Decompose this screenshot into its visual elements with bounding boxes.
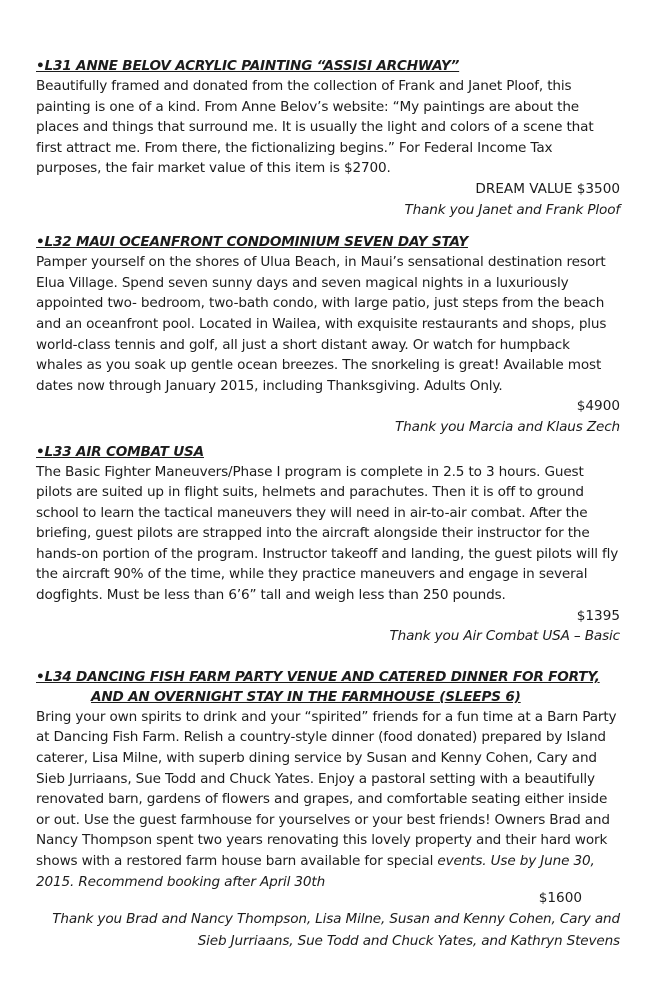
item-description-tail: events. Use by June 30, 2015. Recommend booking after April 30th [36,853,595,890]
item-title: •L33 AIR COMBAT USA [36,443,204,460]
item-thanks-line-1: Thank you Brad and Nancy Thompson, Lisa Milne, Susan and Kenny Cohen, Cary and [52,911,620,928]
item-value: $4900 [576,398,620,415]
item-description [36,707,620,892]
item-description: Beautifully framed and donated from the collection of Frank and Janet Ploof, this painting is one of a kind. From Anne Belov’s website: “My paintings are about the places and things that surround me. It is usually the light and colors of a scene that first attract me. From there, the fictionalizing begins.” For Federal Income Tax purposes, the fair market value of this item is $2700. [36,78,594,177]
auction-item-l33 [36,442,620,647]
item-description: Pamper yourself on the shores of Ulua Beach, in Maui’s sensational destination resort Elua Village. Spend seven sunny days and seven magical nights in a luxuriously appointed two- bedroom, two-bath condo, with large patio, just steps from the beach and an oceanfront pool. Located in Wailea, with exquisite restaurants and shops, plus world-class tennis and golf, all just a short distant away. Or watch for humpback whales as you soak up gentle ocean breezes. The snorkeling is great! Available most dates now through January 2015, including Thanksgiving. Adults Only. [36,254,607,394]
spacer [36,647,620,667]
item-title: •L31 ANNE BELOV ACRYLIC PAINTING “ASSISI ARCHWAY” [36,58,460,74]
item-thanks: Thank you Air Combat USA – Basic [389,628,620,645]
item-title: •L32 MAUI OCEANFRONT CONDOMINIUM SEVEN DAY STAY [36,234,468,251]
item-title-line-1: •L34 DANCING FISH FARM PARTY VENUE AND CATERED DINNER FOR FORTY, [36,668,600,685]
item-description-text: Bring your own spirits to drink and your “spirited” friends for a fun time at a Barn Party at Dancing Fish Farm. Relish a country-style dinner (food donated) prepared by Island caterer, Lisa Milne, with superb dining service by Susan and Kenny Cohen, Cary and Sieb Jurriaans, Sue Todd and Chuck Yates. Enjoy a pastoral setting with a beautifully renovated barn, gardens of flowers and grapes, and comfortable seating either inside or out. Use the guest farmhouse for yourselves or your best friends! Owners Brad and Nancy Thompson spent two years renovating this lovely property and their hard work shows with a restored farm house barn available for special [36,708,617,869]
item-thanks-line-2: Sieb Jurriaans, Sue Todd and Chuck Yates, and Kathryn Stevens [197,933,620,950]
auction-item-l34 [36,667,620,952]
item-value: $1600 [538,890,582,907]
item-thanks: Thank you Janet and Frank Ploof [404,201,620,218]
spacer [36,220,620,232]
item-value: DREAM VALUE $3500 [475,180,620,197]
auction-catalog-page [36,56,620,952]
item-description: The Basic Fighter Maneuvers/Phase I program is complete in 2.5 to 3 hours. Guest pilots are suited up in flight suits, helmets and parachutes. Then it is off to ground school to learn the tactical maneuvers they will need in air-to-air combat. After the briefing, guest pilots are strapped into the aircraft alongside their instructor for the hands-on portion of the program. Instructor takeoff and landing, the guest pilots will fly the aircraft 90% of the time, while they practice maneuvers and engage in several dogfights. Must be less than 6’6” tall and weigh less than 250 pounds. [36,463,619,604]
auction-item-l31 [36,56,620,220]
auction-item-l32 [36,232,620,437]
item-title-line-2: AND AN OVERNIGHT STAY IN THE FARMHOUSE (SLEEPS 6) [91,688,521,705]
item-thanks: Thank you Marcia and Klaus Zech [395,418,620,435]
item-value: $1395 [576,607,620,624]
